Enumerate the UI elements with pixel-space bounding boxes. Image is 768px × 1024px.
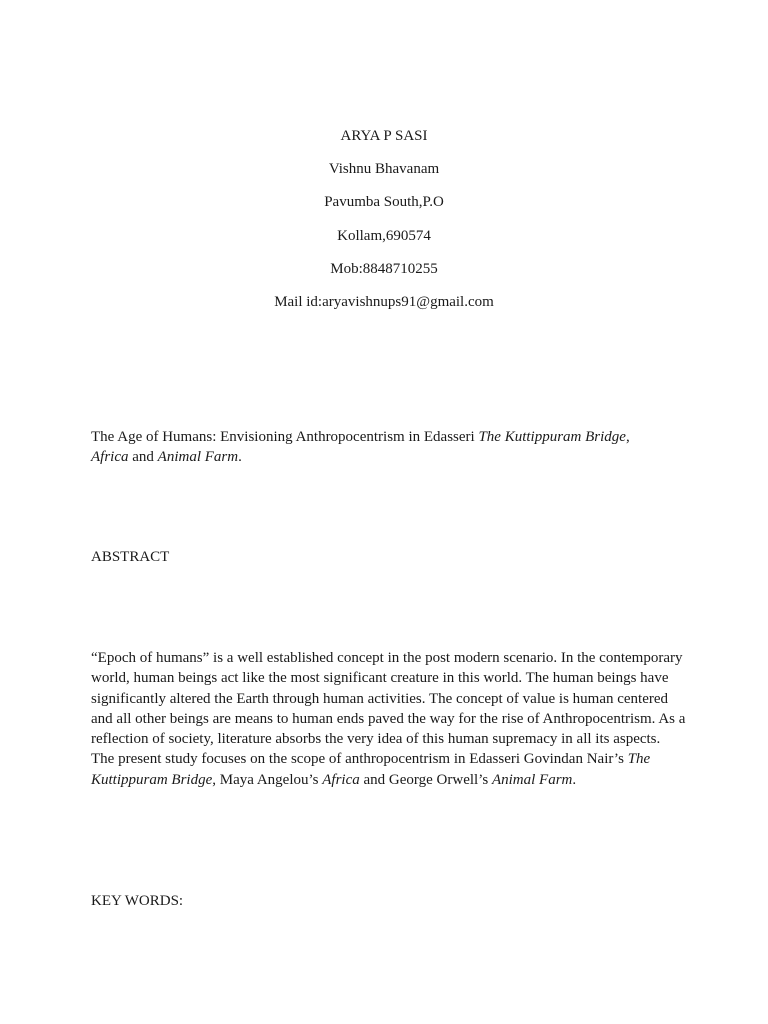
abstract-work-kuttippuram-bridge: The Kuttippuram Bridge [91, 751, 651, 788]
abstract-paragraph [91, 648, 687, 790]
author-city-pin: Kollam,690574 [337, 228, 431, 244]
author-mobile: Mob:8848710255 [330, 261, 438, 277]
abstract-text: “Epoch of humans” is a well established concept in the post modern scenario. In the contemporary world, human beings act like the most significant creature in this world. The human beings have significantly altered the Earth through human activities. The concept of value is human centered and all other beings are means to human ends paved the way for the rise of Anthropocentrism. As a reflection of society, literature absorbs the very idea of this human supremacy in all its aspects. The present study focuses on the scope of anthropocentrism in Edasseri Govindan Nair’s [91, 650, 686, 768]
keywords-heading: KEY WORDS: [91, 893, 184, 909]
title-separator: , [625, 429, 630, 445]
author-post-office: Pavumba South,P.O [324, 194, 444, 210]
abstract-text-3: and George Orwell’s [359, 771, 492, 788]
title-work-kuttippuram-bridge: The Kuttippuram Bridge [478, 429, 626, 445]
abstract-work-africa: Africa [322, 771, 360, 788]
author-email: Mail id:aryavishnups91@gmail.com [274, 294, 494, 310]
title-work-africa: Africa [91, 449, 129, 466]
abstract-text-2: , Maya Angelou’s [212, 771, 323, 788]
abstract-end: . [572, 771, 577, 788]
abstract-heading: ABSTRACT [91, 549, 170, 565]
title-end: . [238, 449, 242, 466]
paper-title [91, 427, 651, 468]
title-prefix: The Age of Humans: Envisioning Anthropocentrism in Edasseri [91, 429, 479, 445]
title-and: and [128, 449, 158, 466]
abstract-work-animal-farm: Animal Farm [491, 771, 573, 788]
author-house: Vishnu Bhavanam [328, 161, 440, 177]
author-name: ARYA P SASI [340, 128, 428, 144]
title-work-animal-farm: Animal Farm [157, 449, 239, 466]
